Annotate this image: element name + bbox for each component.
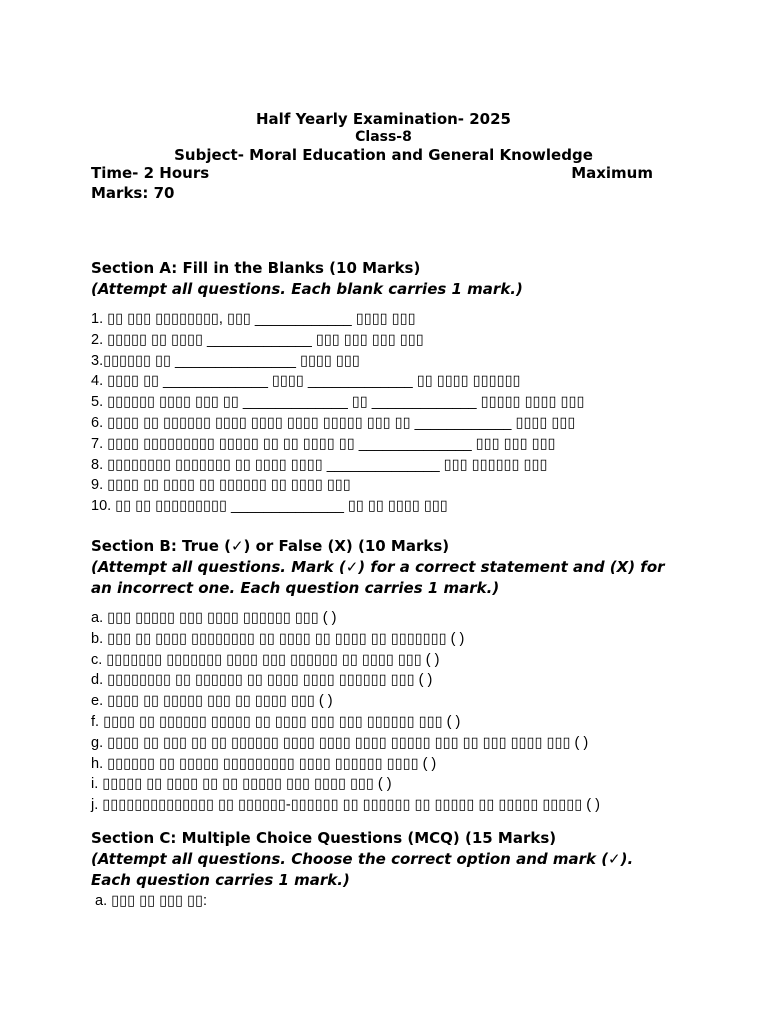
list-item: e. ▯▯▯▯ ▯▯ ▯▯▯▯▯ ▯▯▯ ▯▯ ▯▯▯▯ ▯▯▯ ( ) [91,693,333,710]
exam-title: Half Yearly Examination- 2025 [256,110,511,128]
list-item: 7. ▯▯▯▯ ▯▯▯▯▯▯▯▯▯ ▯▯▯▯▯ ▯▯ ▯▯ ▯▯▯▯ ▯▯ ______________ ▯▯▯ ▯▯▯ ▯▯▯ [91,435,556,452]
section-b-list [91,608,676,816]
list-item: a. ▯▯▯ ▯▯▯▯▯ ▯▯▯ ▯▯▯▯ ▯▯▯▯▯▯ ▯▯▯ ( ) [91,609,337,626]
list-item: g. ▯▯▯▯ ▯▯ ▯▯▯ ▯▯ ▯▯ ▯▯▯▯▯▯ ▯▯▯▯ ▯▯▯▯ ▯▯▯▯ ▯▯▯▯▯ ▯▯▯ ▯▯ ▯▯▯ ▯▯▯▯ ▯▯▯ ( ) [91,734,589,751]
section-b-title: Section B: True (✓) or False (X) (10 Marks) [91,536,450,555]
list-item: 9. ▯▯▯▯ ▯▯ ▯▯▯▯ ▯▯ ▯▯▯▯▯▯ ▯▯ ▯▯▯▯ ▯▯▯ [91,477,351,494]
list-item: f. ▯▯▯▯ ▯▯ ▯▯▯▯▯▯ ▯▯▯▯▯ ▯▯ ▯▯▯▯ ▯▯▯ ▯▯▯ ▯▯▯▯▯▯ ▯▯▯ ( ) [91,713,461,730]
list-item: 4. ▯▯▯▯ ▯▯ _____________ ▯▯▯▯ _____________ ▯▯ ▯▯▯▯ ▯▯▯▯▯▯ [91,373,521,390]
section-b-note-line1: (Attempt all questions. Mark (✓) for a correct statement and (X) for [91,557,665,576]
section-c-note-line1: (Attempt all questions. Choose the correct option and mark (✓). [91,849,634,868]
list-item: a. ▯▯▯ ▯▯ ▯▯▯ ▯▯: [95,892,208,909]
time-row [91,164,653,183]
section-c-title: Section C: Multiple Choice Questions (MCQ) (15 Marks) [91,828,557,847]
class-line: Class-8 [355,129,412,145]
list-item: j. ▯▯▯▯▯▯▯▯▯▯▯▯▯▯ ▯▯ ▯▯▯▯▯▯-▯▯▯▯▯▯ ▯▯ ▯▯▯▯▯▯ ▯▯ ▯▯▯▯▯ ▯▯ ▯▯▯▯▯ ▯▯▯▯▯ ( ) [91,797,600,814]
time-label: Time- 2 Hours [91,164,210,182]
list-item: b. ▯▯▯ ▯▯ ▯▯▯▯ ▯▯▯▯▯▯▯▯ ▯▯ ▯▯▯▯ ▯▯ ▯▯▯▯ ▯▯ ▯▯▯▯▯▯▯ ( ) [91,630,465,647]
list-item: d. ▯▯▯▯▯▯▯▯ ▯▯ ▯▯▯▯▯▯ ▯▯ ▯▯▯▯ ▯▯▯▯ ▯▯▯▯▯▯ ▯▯▯ ( ) [91,672,433,689]
exam-paper [91,110,676,912]
marks-label: Marks: 70 [91,184,175,202]
section-a-title: Section A: Fill in the Blanks (10 Marks) [91,259,421,277]
section-a-list [91,309,676,517]
list-item: h. ▯▯▯▯▯▯ ▯▯ ▯▯▯▯▯ ▯▯▯▯▯▯▯▯▯ ▯▯▯▯ ▯▯▯▯▯▯ ▯▯▯▯ ( ) [91,755,437,772]
section-b-note-line2: an incorrect one. Each question carries 1 mark.) [91,578,500,597]
list-item: c. ▯▯▯▯▯▯▯ ▯▯▯▯▯▯▯ ▯▯▯▯ ▯▯▯ ▯▯▯▯▯▯ ▯▯ ▯▯▯▯ ▯▯▯ ( ) [91,651,440,668]
list-item: 5. ▯▯▯▯▯▯ ▯▯▯▯ ▯▯▯ ▯▯ _____________ ▯▯ _____________ ▯▯▯▯▯ ▯▯▯▯ ▯▯▯ [91,394,585,411]
subject-line: Subject- Moral Education and General Knowledge [174,146,593,164]
list-item: i. ▯▯▯▯▯ ▯▯ ▯▯▯▯ ▯▯ ▯▯ ▯▯▯▯▯ ▯▯▯ ▯▯▯▯ ▯▯▯ ( ) [91,776,392,793]
list-item: 3.▯▯▯▯▯▯ ▯▯ _______________ ▯▯▯▯ ▯▯▯ [91,352,360,369]
list-item: 6. ▯▯▯▯ ▯▯ ▯▯▯▯▯▯ ▯▯▯▯ ▯▯▯▯ ▯▯▯▯ ▯▯▯▯▯ ▯▯▯ ▯▯ ____________ ▯▯▯▯ ▯▯▯ [91,414,576,431]
section-c-note-line2: Each question carries 1 mark.) [91,870,350,889]
list-item: 2. ▯▯▯▯▯ ▯▯ ▯▯▯▯ _____________ ▯▯▯ ▯▯▯ ▯▯▯ ▯▯▯ [91,331,424,348]
section-a-note: (Attempt all questions. Each blank carries 1 mark.) [91,280,523,298]
list-item: 8. ▯▯▯▯▯▯▯▯ ▯▯▯▯▯▯▯ ▯▯ ▯▯▯▯ ▯▯▯▯ ______________ ▯▯▯ ▯▯▯▯▯▯ ▯▯▯ [91,456,548,473]
section-c-list [91,891,676,912]
list-item: 1. ▯▯ ▯▯▯ ▯▯▯▯▯▯▯▯, ▯▯▯ ____________ ▯▯▯▯ ▯▯▯ [91,311,416,327]
maximum-label: Maximum [571,164,653,182]
list-item: 10. ▯▯ ▯▯ ▯▯▯▯▯▯▯▯▯ ______________ ▯▯ ▯▯ ▯▯▯▯ ▯▯▯ [91,498,448,515]
